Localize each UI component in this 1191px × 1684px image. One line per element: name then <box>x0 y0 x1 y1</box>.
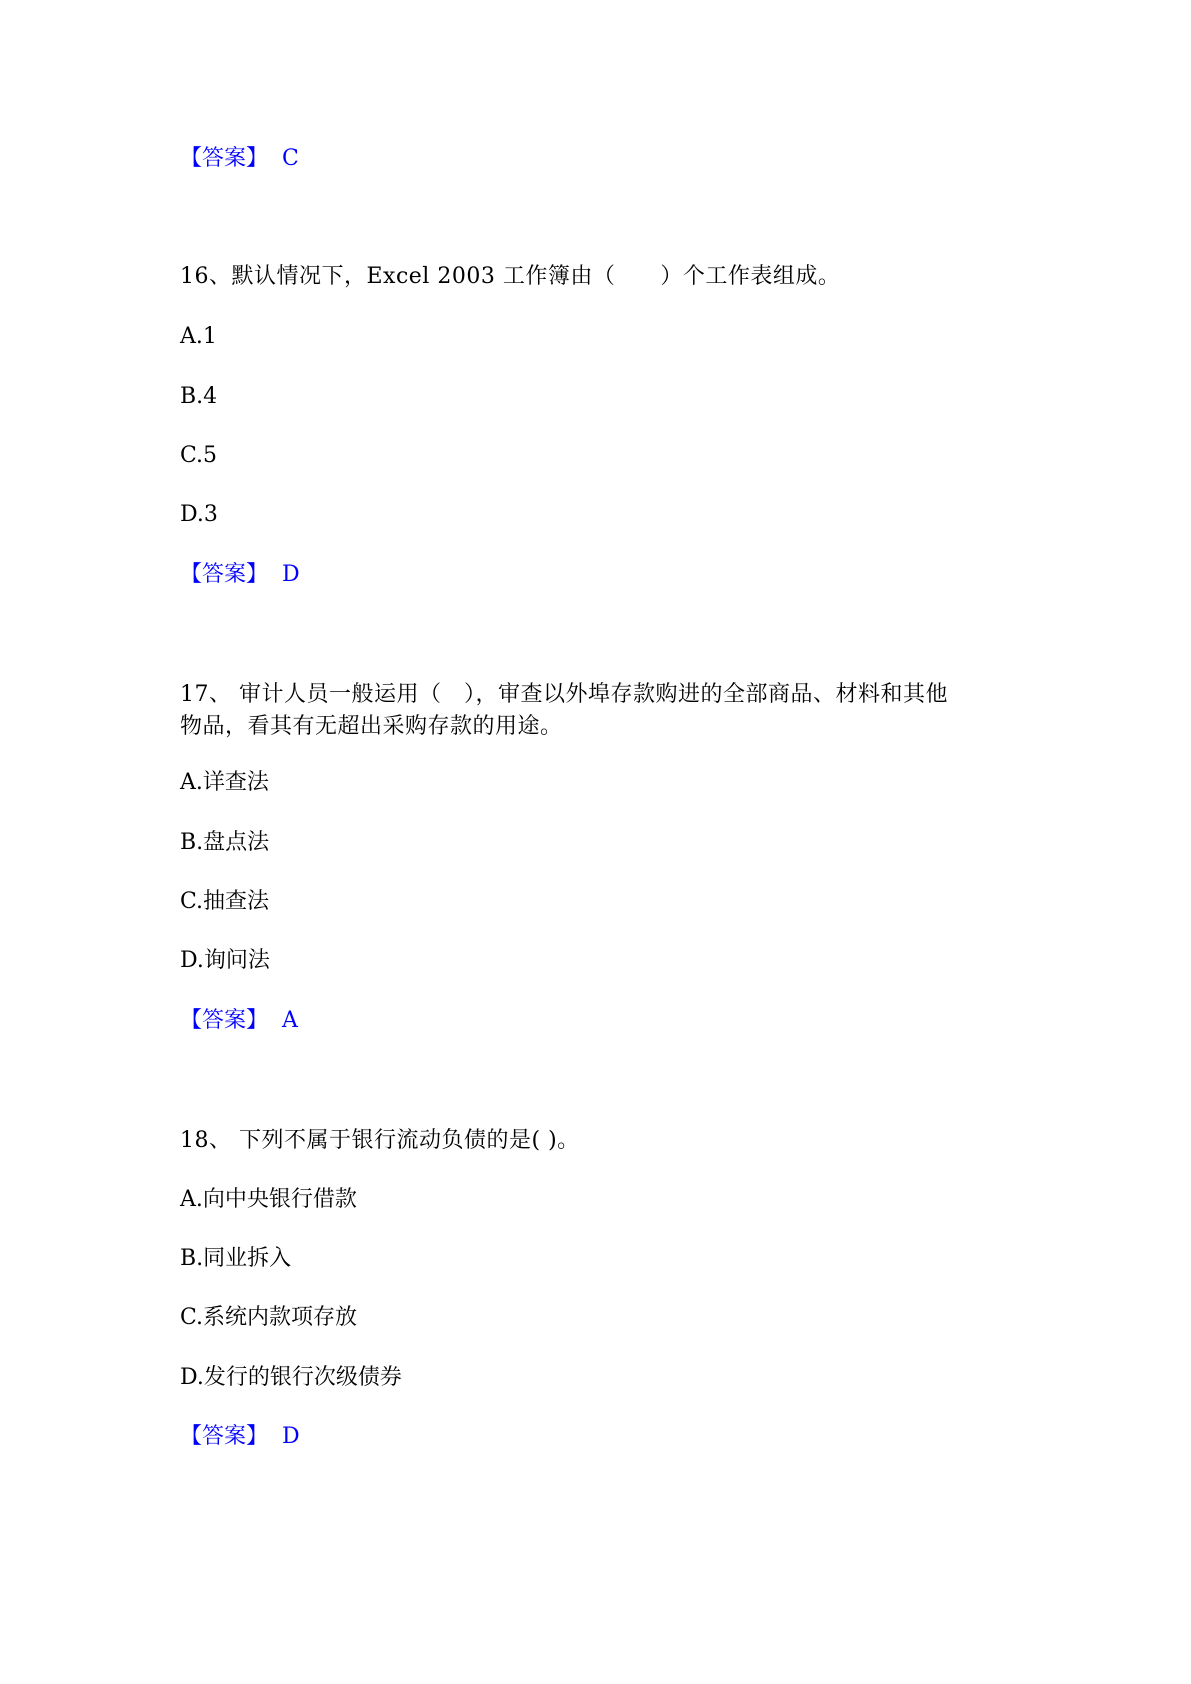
question-16-option-a: A.1 <box>180 324 217 349</box>
answer-label: 【答案】 <box>180 562 269 587</box>
question-17-option-c: C.抽查法 <box>180 889 270 914</box>
answer-value: D <box>282 562 300 587</box>
question-18-option-c: C.系统内款项存放 <box>180 1305 358 1330</box>
answer-label: 【答案】 <box>180 1424 269 1449</box>
question-18-option-a: A.向中央银行借款 <box>180 1187 357 1212</box>
question-18-stem: 18、 下列不属于银行流动负债的是( )。 <box>180 1128 580 1153</box>
answer-q15 <box>180 144 299 174</box>
question-16-stem: 16、默认情况下，Excel 2003 工作簿由（ ）个工作表组成。 <box>180 264 841 289</box>
question-16-option-c: C.5 <box>180 443 218 468</box>
answer-q16 <box>180 560 300 590</box>
question-17-stem-line2: 物品，看其有无超出采购存款的用途。 <box>180 714 563 739</box>
question-18-option-b: B.同业拆入 <box>180 1246 292 1271</box>
answer-value: C <box>282 146 299 171</box>
question-17-option-b: B.盘点法 <box>180 830 270 855</box>
question-17-option-d: D.询问法 <box>180 948 270 973</box>
answer-label: 【答案】 <box>180 1008 269 1033</box>
question-16-option-d: D.3 <box>180 502 218 527</box>
question-16-option-b: B.4 <box>180 384 218 409</box>
question-18-option-d: D.发行的银行次级债券 <box>180 1365 402 1390</box>
question-17-option-a: A.详查法 <box>180 770 269 795</box>
answer-q18 <box>180 1422 300 1452</box>
answer-label: 【答案】 <box>180 146 269 171</box>
answer-q17 <box>180 1006 298 1036</box>
question-17-stem-line1: 17、 审计人员一般运用（ ），审查以外埠存款购进的全部商品、材料和其他 <box>180 682 948 707</box>
answer-value: A <box>282 1008 298 1033</box>
answer-value: D <box>282 1424 300 1449</box>
